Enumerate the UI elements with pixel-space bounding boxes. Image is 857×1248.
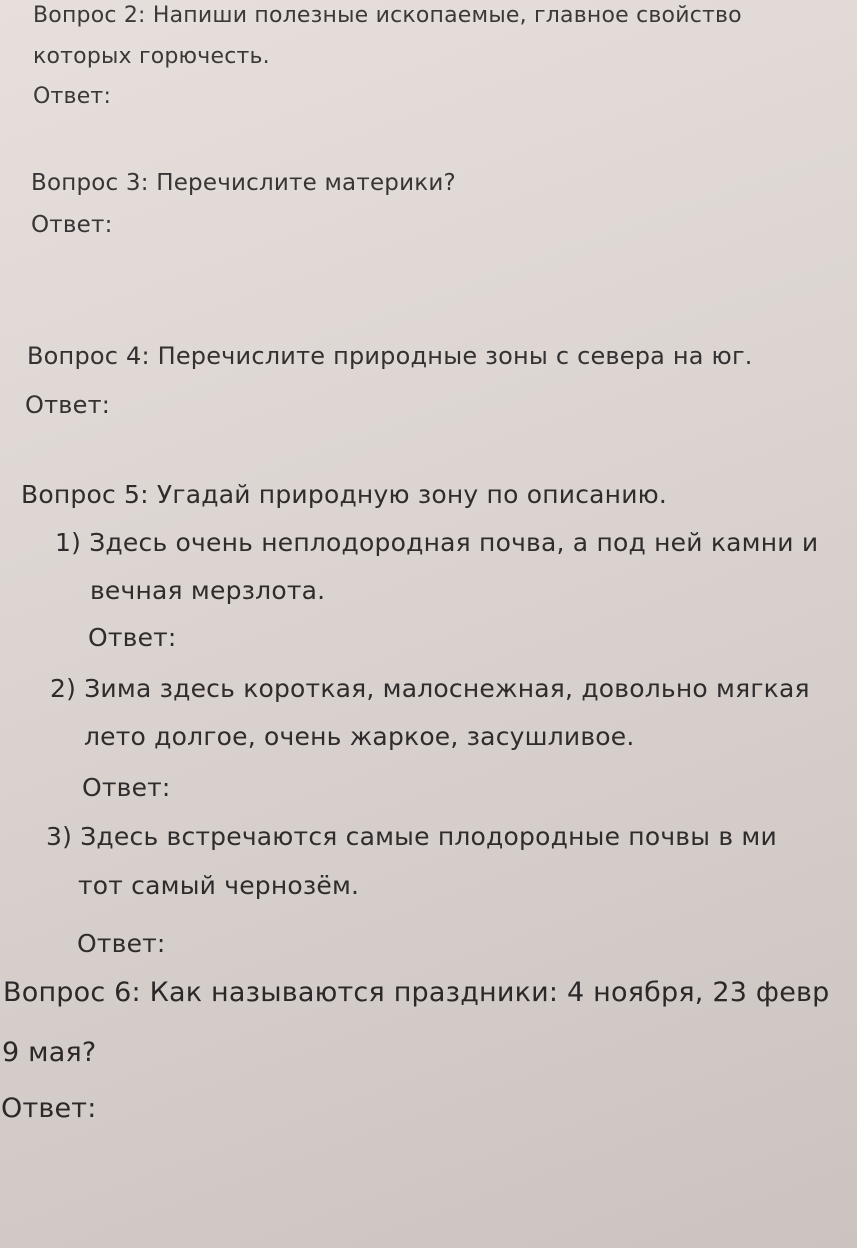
question-3-answer-label: Ответ: — [31, 212, 113, 238]
question-6-answer-label: Ответ: — [1, 1093, 97, 1124]
question-4-answer-label: Ответ: — [25, 391, 111, 419]
question-6-text-continued: 9 мая? — [2, 1037, 97, 1068]
question-3-text: Вопрос 3: Перечислите материки? — [31, 170, 456, 196]
question-4-text: Вопрос 4: Перечислите природные зоны с севера на юг. — [27, 342, 753, 370]
question-2-answer-label: Ответ: — [33, 84, 112, 109]
question-5-item-3-text: 3) Здесь встречаются самые плодородные почвы в ми — [46, 822, 777, 851]
question-5-item-3-answer-label: Ответ: — [77, 929, 166, 958]
question-6-text: Вопрос 6: Как называются праздники: 4 ноября, 23 февр — [3, 977, 830, 1008]
question-5-item-3-text-continued: тот самый чернозём. — [78, 871, 360, 900]
question-2-text-continued: которых горючесть. — [33, 44, 270, 69]
question-5-text: Вопрос 5: Угадай природную зону по описанию. — [21, 480, 668, 509]
question-5-item-2-text-continued: лето долгое, очень жаркое, засушливое. — [84, 722, 635, 751]
question-5-item-1-text-continued: вечная мерзлота. — [90, 576, 326, 605]
question-5-item-2-text: 2) Зима здесь короткая, малоснежная, довольно мягкая — [50, 674, 810, 703]
question-5-item-1-text: 1) Здесь очень неплодородная почва, а под ней камни и — [55, 528, 819, 557]
question-5-item-1-answer-label: Ответ: — [88, 623, 177, 652]
question-5-item-2-answer-label: Ответ: — [82, 773, 171, 802]
question-2-text: Вопрос 2: Напиши полезные ископаемые, главное свойство — [33, 3, 742, 28]
